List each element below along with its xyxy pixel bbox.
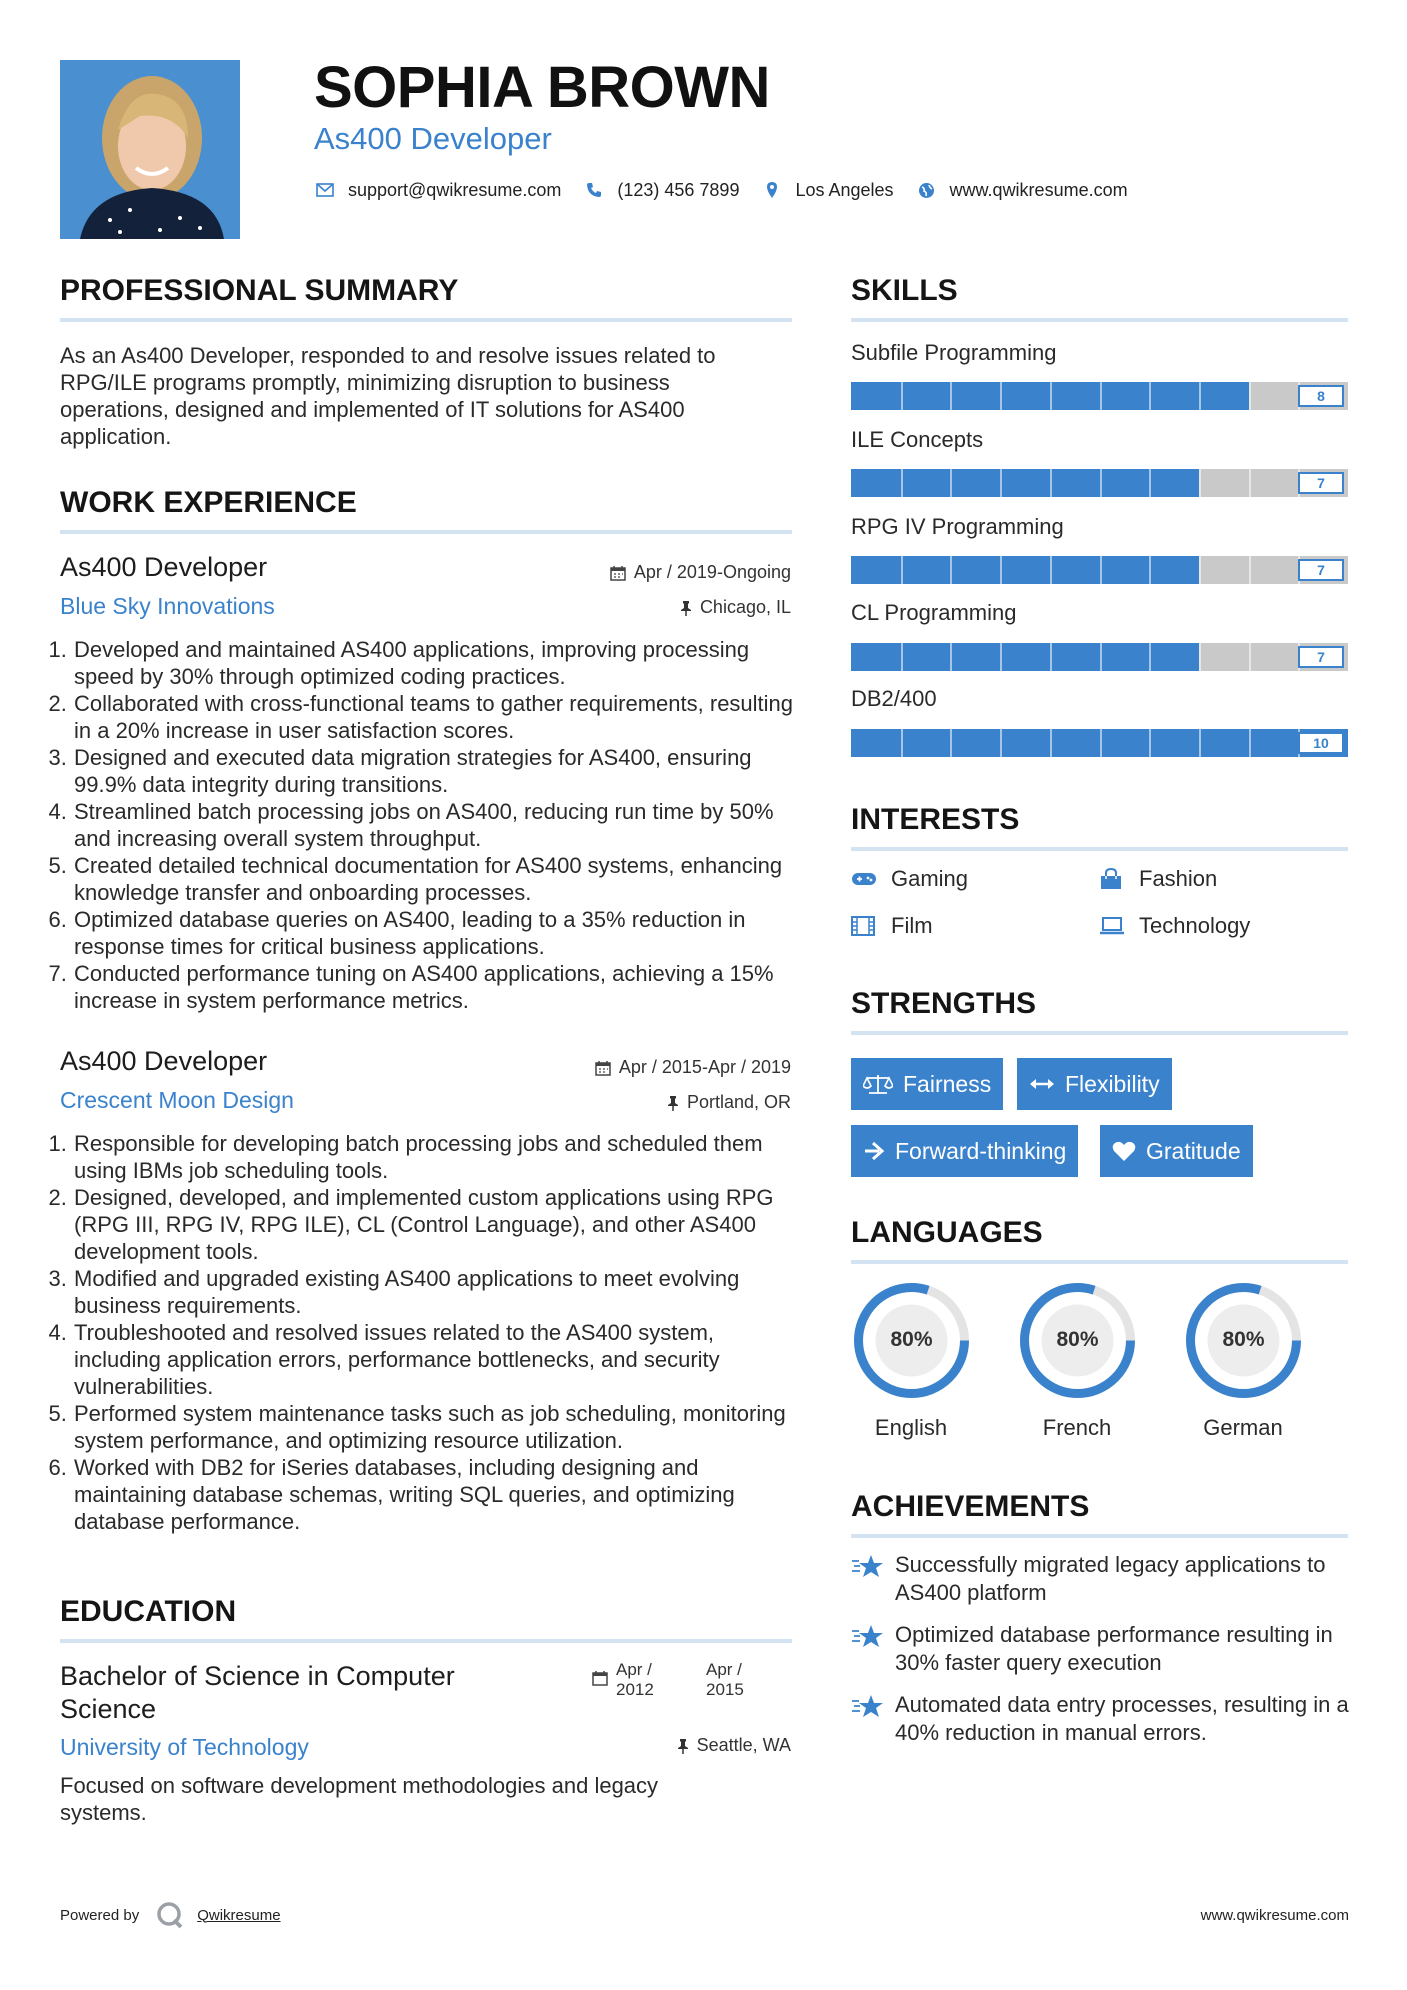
skill-level-badge: 7 bbox=[1298, 559, 1344, 581]
languages-heading: LANGUAGES bbox=[851, 1216, 1043, 1249]
skill-bar bbox=[851, 556, 1348, 584]
job-title: As400 Developer bbox=[60, 552, 268, 582]
shopping-bag-icon bbox=[1099, 868, 1129, 890]
summary-text: As an As400 Developer, responded to and resolve issues related to RPG/ILE programs promptly, minimizing disruption to business operations, designed and implemented of IT solutions for AS400 application. bbox=[60, 343, 716, 449]
strengths-divider bbox=[851, 1031, 1348, 1035]
strength-badge-forward-thinking bbox=[851, 1125, 1078, 1177]
skill-bar-tick bbox=[1000, 556, 1002, 584]
interest-item-fashion bbox=[1099, 866, 1217, 892]
skill-bar-tick bbox=[1149, 556, 1151, 584]
skill-bar-tick bbox=[1000, 643, 1002, 671]
job-location-text: Chicago, IL bbox=[699, 597, 791, 617]
skill-bar-tick bbox=[901, 643, 903, 671]
skill-bar-tick bbox=[950, 382, 952, 410]
education-start-year: 2012 bbox=[616, 1680, 654, 1699]
skill-bar-tick bbox=[1000, 382, 1002, 410]
skill-bar bbox=[851, 382, 1348, 410]
achievement-item bbox=[851, 1621, 1351, 1677]
achievement-text: Automated data entry processes, resulting in a 40% reduction in manual errors. bbox=[895, 1692, 1349, 1745]
interest-label: Film bbox=[891, 913, 933, 938]
star-icon bbox=[851, 1621, 895, 1677]
skill-bar-tick bbox=[1000, 729, 1002, 757]
footer-website[interactable]: www.qwikresume.com bbox=[1200, 1907, 1349, 1924]
contact-phone[interactable]: (123) 456 7899 bbox=[617, 179, 740, 200]
language-name: French bbox=[1042, 1415, 1112, 1440]
contact-email[interactable]: support@qwikresume.com bbox=[348, 179, 562, 200]
heart-icon bbox=[1112, 1140, 1136, 1162]
achievements-heading: ACHIEVEMENTS bbox=[851, 1490, 1090, 1523]
skill-level-badge: 10 bbox=[1298, 732, 1344, 754]
globe-icon bbox=[916, 179, 938, 201]
job-location-text: Portland, OR bbox=[686, 1092, 791, 1112]
calendar-icon bbox=[592, 1670, 608, 1686]
skill-bar-tick bbox=[1100, 382, 1102, 410]
contact-website[interactable]: www.qwikresume.com bbox=[949, 179, 1128, 200]
education-start-month: Apr / bbox=[616, 1660, 652, 1679]
contact-location: Los Angeles bbox=[795, 179, 894, 200]
skill-bar-tick bbox=[901, 382, 903, 410]
skill-bar-tick bbox=[1100, 729, 1102, 757]
balance-scale-icon bbox=[863, 1073, 893, 1095]
achievement-item bbox=[851, 1691, 1351, 1747]
skill-bar-tick bbox=[950, 469, 952, 497]
skill-bar-fill bbox=[851, 556, 1199, 584]
skill-name: ILE Concepts bbox=[851, 427, 984, 452]
language-percent: 80% bbox=[890, 1328, 933, 1351]
skill-name: RPG IV Programming bbox=[851, 514, 1064, 539]
interest-label: Technology bbox=[1139, 913, 1251, 938]
candidate-name: SOPHIA BROWN bbox=[314, 55, 770, 120]
achievement-text: Optimized database performance resulting in 30% faster query execution bbox=[895, 1622, 1333, 1675]
skill-bar-tick bbox=[1199, 643, 1201, 671]
job-location bbox=[667, 1092, 791, 1113]
phone-icon bbox=[583, 179, 605, 201]
skill-bar-tick bbox=[1050, 469, 1052, 497]
skill-level-badge: 7 bbox=[1298, 472, 1344, 494]
achievement-item bbox=[851, 1551, 1351, 1607]
skill-bar-tick bbox=[1249, 382, 1251, 410]
skill-name: CL Programming bbox=[851, 600, 1017, 625]
experience-heading: WORK EXPERIENCE bbox=[60, 486, 357, 519]
list-item: 1. Responsible for developing batch processing jobs and scheduled them using IBMs job scheduling tools. bbox=[73, 1130, 794, 1184]
brand-link[interactable]: Qwikresume bbox=[197, 1906, 281, 1924]
skill-bar-tick bbox=[1149, 382, 1151, 410]
pin-icon bbox=[677, 1738, 689, 1754]
film-icon bbox=[851, 916, 881, 936]
skill-bar-tick bbox=[901, 469, 903, 497]
skill-bar-tick bbox=[1149, 729, 1151, 757]
pin-icon bbox=[680, 600, 692, 616]
skills-heading: SKILLS bbox=[851, 274, 958, 307]
interest-label: Fashion bbox=[1139, 866, 1218, 891]
skill-name: DB2/400 bbox=[851, 686, 937, 711]
star-icon bbox=[851, 1551, 895, 1607]
skill-bar-tick bbox=[901, 556, 903, 584]
language-percent: 80% bbox=[1056, 1328, 1099, 1351]
education-location bbox=[677, 1735, 791, 1756]
skill-bar-tick bbox=[1199, 556, 1201, 584]
strengths-heading: STRENGTHS bbox=[851, 987, 1037, 1020]
skill-bar-tick bbox=[1149, 469, 1151, 497]
list-item: 4. Troubleshooted and resolved issues related to the AS400 system, including application errors, performance bottlenecks, and security vulnerabilities. bbox=[73, 1319, 794, 1400]
list-item: 4. Streamlined batch processing jobs on AS400, reducing run time by 50% and increasing overall system throughput. bbox=[73, 798, 794, 852]
skill-bar-fill bbox=[851, 643, 1199, 671]
education-divider bbox=[60, 1639, 792, 1643]
skill-bar-tick bbox=[1199, 382, 1201, 410]
skill-bar-tick bbox=[950, 556, 952, 584]
strength-badge-fairness bbox=[851, 1058, 1003, 1110]
skill-name: Subfile Programming bbox=[851, 340, 1057, 365]
list-item: 2. Collaborated with cross-functional teams to gather requirements, resulting in a 20% increase in user satisfaction scores. bbox=[73, 690, 794, 744]
job-bullet-list bbox=[54, 636, 794, 1014]
arrow-right-icon bbox=[863, 1141, 885, 1161]
job-dates bbox=[610, 562, 791, 583]
strength-badge-flexibility bbox=[1017, 1058, 1172, 1110]
skill-level-badge: 7 bbox=[1298, 646, 1344, 668]
strength-badge-gratitude bbox=[1100, 1125, 1253, 1177]
job-company: Blue Sky Innovations bbox=[60, 593, 275, 619]
job-bullet-list bbox=[54, 1130, 794, 1535]
list-item: 6. Worked with DB2 for iSeries databases, including designing and maintaining database schemas, writing SQL queries, and optimizing database performance. bbox=[73, 1454, 794, 1535]
strength-label: Flexibility bbox=[1065, 1070, 1160, 1097]
job-location bbox=[680, 597, 791, 618]
arrows-horizontal-icon bbox=[1029, 1077, 1055, 1091]
skill-bar-tick bbox=[1249, 556, 1251, 584]
calendar-icon bbox=[595, 1060, 611, 1076]
language-name: English bbox=[874, 1415, 948, 1440]
language-percent: 80% bbox=[1222, 1328, 1265, 1351]
education-heading: EDUCATION bbox=[60, 1595, 237, 1628]
powered-by-label: Powered by bbox=[60, 1906, 140, 1924]
contact-bar bbox=[314, 176, 1150, 204]
achievement-text: Successfully migrated legacy applications to AS400 platform bbox=[895, 1552, 1326, 1605]
skill-bar-tick bbox=[1249, 729, 1251, 757]
list-item: 7. Conducted performance tuning on AS400 applications, achieving a 15% increase in system performance metrics. bbox=[73, 960, 794, 1014]
education-location-text: Seattle, WA bbox=[696, 1735, 791, 1755]
skill-bar bbox=[851, 729, 1348, 757]
interests-divider bbox=[851, 847, 1348, 851]
strength-label: Gratitude bbox=[1146, 1137, 1241, 1164]
skill-bar-tick bbox=[1050, 729, 1052, 757]
interest-item-gaming bbox=[851, 866, 968, 892]
list-item: 2. Designed, developed, and implemented custom applications using RPG (RPG III, RPG IV, RPG ILE), CL (Control Language), and other AS400 development tools. bbox=[73, 1184, 794, 1265]
skill-bar bbox=[851, 469, 1348, 497]
star-icon bbox=[851, 1691, 895, 1747]
calendar-icon bbox=[610, 565, 626, 581]
education-dates bbox=[592, 1660, 744, 1700]
skill-bar-fill bbox=[851, 469, 1199, 497]
skill-bar-tick bbox=[1050, 382, 1052, 410]
list-item: 3. Modified and upgraded existing AS400 applications to meet evolving business requirements. bbox=[73, 1265, 794, 1319]
job-dates-text: Apr / 2019-Ongoing bbox=[633, 562, 791, 582]
languages-divider bbox=[851, 1260, 1348, 1264]
interest-item-technology bbox=[1099, 913, 1250, 939]
skill-bar-tick bbox=[1199, 729, 1201, 757]
list-item: 5. Performed system maintenance tasks such as job scheduling, monitoring system performance, and optimizing resource utilization. bbox=[73, 1400, 794, 1454]
skill-bar bbox=[851, 643, 1348, 671]
skill-bar-tick bbox=[1249, 469, 1251, 497]
map-marker-icon bbox=[761, 179, 783, 201]
summary-heading: PROFESSIONAL SUMMARY bbox=[60, 274, 459, 307]
interest-label: Gaming bbox=[891, 866, 969, 891]
skill-level-badge: 8 bbox=[1298, 385, 1344, 407]
job-dates bbox=[595, 1057, 791, 1078]
envelope-icon bbox=[314, 179, 336, 201]
skill-bar-tick bbox=[1050, 643, 1052, 671]
list-item: 3. Designed and executed data migration strategies for AS400, ensuring 99.9% data integrity during transitions. bbox=[73, 744, 794, 798]
skill-bar-tick bbox=[1100, 643, 1102, 671]
skills-divider bbox=[851, 318, 1348, 322]
degree-title: Bachelor of Science in Computer Science bbox=[60, 1661, 455, 1724]
skill-bar-tick bbox=[950, 729, 952, 757]
strength-label: Fairness bbox=[903, 1070, 992, 1097]
footer-powered-by bbox=[60, 1900, 281, 1930]
education-end-month: Apr / bbox=[706, 1660, 742, 1679]
skill-bar-tick bbox=[1100, 556, 1102, 584]
school-name: University of Technology bbox=[60, 1734, 309, 1760]
qwikresume-logo-icon bbox=[155, 1900, 185, 1930]
gamepad-icon bbox=[851, 871, 881, 887]
interest-item-film bbox=[851, 913, 933, 939]
job-company: Crescent Moon Design bbox=[60, 1087, 294, 1113]
skill-bar-tick bbox=[1050, 556, 1052, 584]
skill-bar-tick bbox=[1000, 469, 1002, 497]
strength-label: Forward-thinking bbox=[895, 1137, 1067, 1164]
language-name: German bbox=[1203, 1415, 1283, 1440]
interests-heading: INTERESTS bbox=[851, 803, 1020, 836]
achievements-divider bbox=[851, 1534, 1348, 1538]
candidate-job-title: As400 Developer bbox=[314, 121, 552, 156]
profile-photo bbox=[60, 60, 240, 239]
education-description: Focused on software development methodologies and legacy systems. bbox=[60, 1773, 659, 1825]
list-item: 1. Developed and maintained AS400 applications, improving processing speed by 30% through optimized coding practices. bbox=[73, 636, 794, 690]
list-item: 6. Optimized database queries on AS400, leading to a 35% reduction in response times for critical business applications. bbox=[73, 906, 794, 960]
skill-bar-tick bbox=[950, 643, 952, 671]
summary-divider bbox=[60, 318, 792, 322]
skill-bar-tick bbox=[1100, 469, 1102, 497]
pin-icon bbox=[667, 1095, 679, 1111]
skill-bar-tick bbox=[1199, 469, 1201, 497]
job-dates-text: Apr / 2015-Apr / 2019 bbox=[618, 1057, 791, 1077]
education-end-year: 2015 bbox=[706, 1680, 744, 1699]
skill-bar-tick bbox=[1149, 643, 1151, 671]
list-item: 5. Created detailed technical documentation for AS400 systems, enhancing knowledge transfer and onboarding processes. bbox=[73, 852, 794, 906]
laptop-icon bbox=[1099, 917, 1129, 935]
job-title: As400 Developer bbox=[60, 1046, 268, 1076]
skill-bar-tick bbox=[1249, 643, 1251, 671]
skill-bar-tick bbox=[901, 729, 903, 757]
experience-divider bbox=[60, 530, 792, 534]
